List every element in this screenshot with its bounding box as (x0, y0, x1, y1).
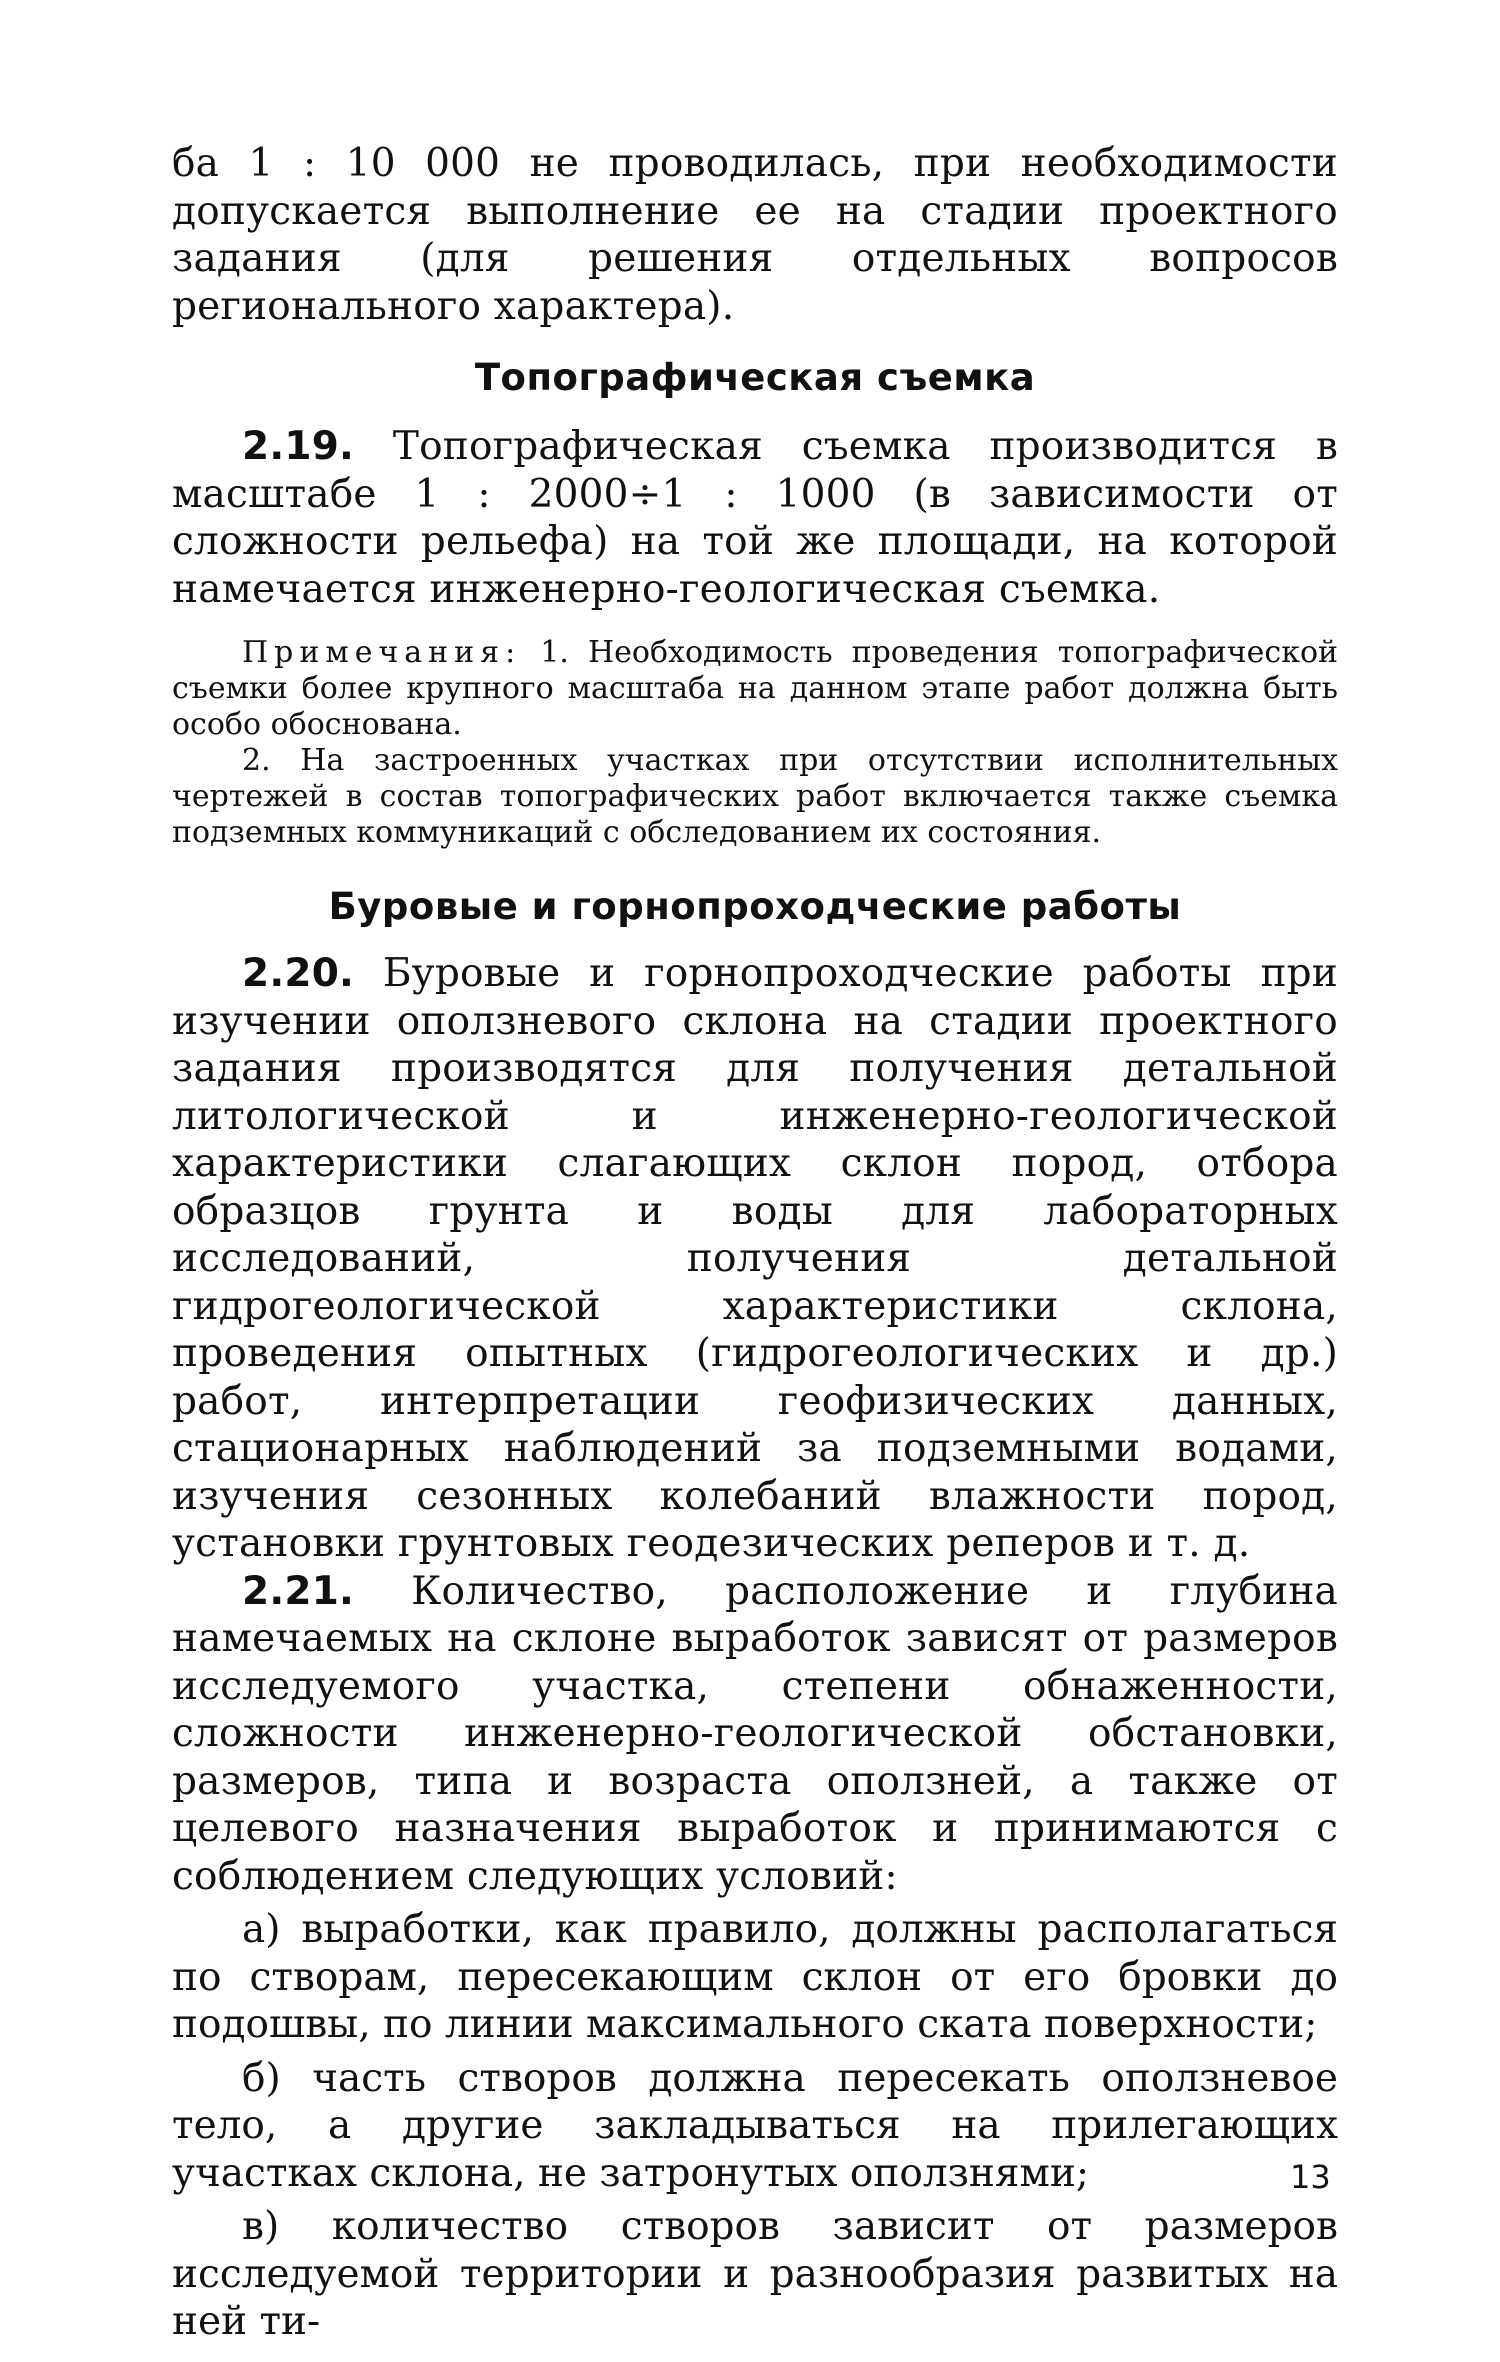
note-2: 2. На застроенных участках при отсутствии исполнительных чертежей в состав топографических работ включается также съемка подземных коммуникаций с обследованием их состояния. (172, 743, 1338, 850)
notes-label: Примечания: (242, 635, 522, 670)
heading-topographic-survey: Топографическая съемка (474, 356, 1036, 399)
paragraph-2-21 (172, 1568, 1338, 1901)
list-item-a: а) выработки, как правило, должны располагаться по створам, пересекающим склон от его бровки до подошвы, по линии максимального ската поверхности; (172, 1907, 1338, 2047)
paragraph-number-2-19: 2.19. (242, 424, 355, 469)
paragraph-2-20 (172, 950, 1338, 1568)
paragraph-number-2-21: 2.21. (242, 1568, 355, 1614)
notes-block (172, 635, 1338, 851)
paragraph-2-19-text: Топографическая съемка производится в масштабе 1 : 2000÷1 : 1000 (в зависимости от сложности рельефа) на той же площади, на которой намечается инженерно-геологическая съемка. (172, 424, 1338, 612)
page-body (172, 140, 1338, 2346)
paragraph-number-2-20: 2.20. (242, 951, 355, 996)
paragraph-2-19 (172, 423, 1338, 613)
note-1-text: 1. Необходимость проведения топографической съемки более крупного масштаба на данном этапе работ должна быть особо обоснована. (172, 635, 1338, 742)
paragraph-2-20-text: Буровые и горнопроходческие работы при изучении оползневого склона на стадии проектного задания производятся для получения детальной литологической и инженерно-геологической характеристики слагающих склон пород, отбора образцов грунта и воды для лабораторных исследований, получения детальной гидрогеологической характеристики склона, проведения опытных (гидрогеологических и др.) работ, интерпретации геофизических данных, стационарных наблюдений за подземными водами, изучения сезонных колебаний влажности пород, установки грунтовых геодезических реперов и т. д. (172, 951, 1338, 1566)
paragraph-2-21-text: Количество, расположение и глубина намечаемых на склоне выработок зависят от размеров исследуемого участка, степени обнаженности, сложности инженерно-геологической обстановки, размеров, типа и возраста оползней, а также от целевого назначения выработок и принимаются с соблюдением следующих условий: (172, 1568, 1338, 1899)
page-number: 13 (1290, 2158, 1331, 2196)
list-item-v: в) количество створов зависит от размеров исследуемой территории и разнообразия развитых на ней ти- (172, 2204, 1338, 2344)
heading-drilling-works: Буровые и горнопроходческие работы (328, 885, 1182, 928)
list-item-b: б) часть створов должна пересекать оползневое тело, а другие закладываться на прилегающих участках склона, не затронутых оползнями; (172, 2055, 1338, 2196)
paragraph-intro: ба 1 : 10 000 не проводилась, при необходимости допускается выполнение ее на стадии проектного задания (для решения отдельных вопросов регионального характера). (172, 141, 1338, 329)
note-1 (172, 635, 1338, 743)
